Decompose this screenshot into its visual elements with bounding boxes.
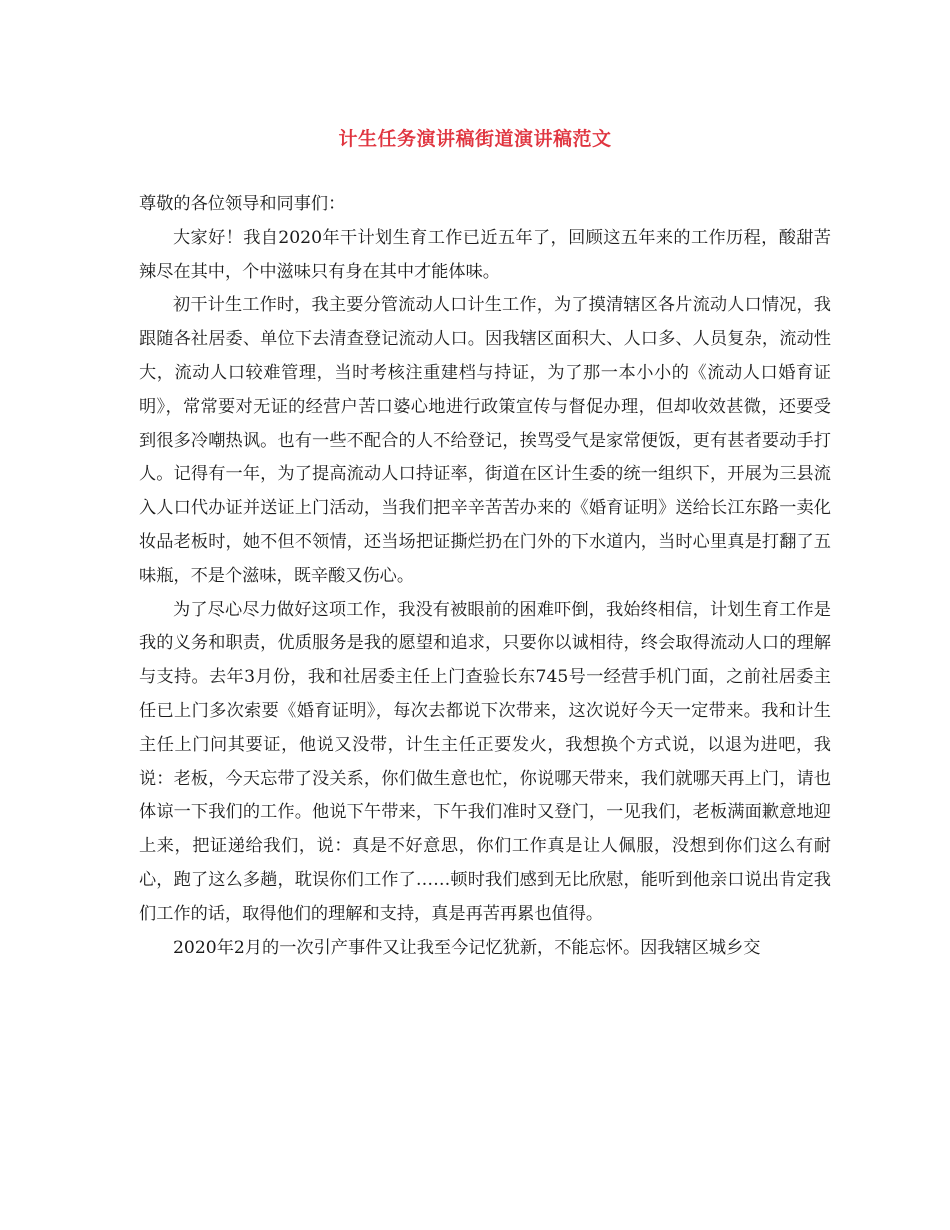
salutation: 尊敬的各位领导和同事们： [139, 194, 346, 214]
paragraph-1: 大家好！我自2020年干计划生育工作已近五年了，回顾这五年来的工作历程，酸甜苦辣尽在其中，个中滋味只有身在其中才能体味。 [139, 227, 831, 282]
paragraph-3: 为了尽心尽力做好这项工作，我没有被眼前的困难吓倒，我始终相信，计划生育工作是我的义务和职责，优质服务是我的愿望和追求，只要你以诚相待，终会取得流动人口的理解与支持。去年3月份，我和社居委主任上门查验长东745号一经营手机门面，之前社居委主任已上门多次索要《婚育证明》，每次去都说下次带来，这次说好今天一定带来。我和计生主任上门问其要证，他说又没带，计生主任正要发火，我想换个方式说，以退为进吧，我说：老板，今天忘带了没关系，你们做生意也忙，你说哪天带来，我们就哪天再上门，请也体谅一下我们的工作。他说下午带来，下午我们准时又登门，一见我们，老板满面歉意地迎上来，把证递给我们，说：真是不好意思，你们工作真是让人佩服，没想到你们这么有耐心，跑了这么多趟，耽误你们工作了……顿时我们感到无比欣慰，能听到他亲口说出肯定我们工作的话，取得他们的理解和支持，真是再苦再累也值得。 [139, 599, 831, 924]
paragraph-2: 初干计生工作时，我主要分管流动人口计生工作，为了摸清辖区各片流动人口情况，我跟随各社居委、单位下去清查登记流动人口。因我辖区面积大、人口多、人员复杂，流动性大，流动人口较难管理，当时考核注重建档与持证，为了那一本小小的《流动人口婚育证明》，常常要对无证的经营户苦口婆心地进行政策宣传与督促办理，但却收效甚微，还要受到很多冷嘲热讽。也有一些不配合的人不给登记，挨骂受气是家常便饭，更有甚者要动手打人。记得有一年，为了提高流动人口持证率，街道在区计生委的统一组织下，开展为三县流入人口代办证并送证上门活动，当我们把辛辛苦苦办来的《婚育证明》送给长江东路一卖化妆品老板时，她不但不领情，还当场把证撕烂扔在门外的下水道内，当时心里真是打翻了五味瓶，不是个滋味，既辛酸又伤心。 [139, 295, 831, 586]
document-body [139, 188, 831, 965]
paragraph-4: 2020年2月的一次引产事件又让我至今记忆犹新，不能忘怀。因我辖区城乡交 [173, 937, 761, 958]
document-title: 计生任务演讲稿街道演讲稿范文 [338, 128, 612, 150]
